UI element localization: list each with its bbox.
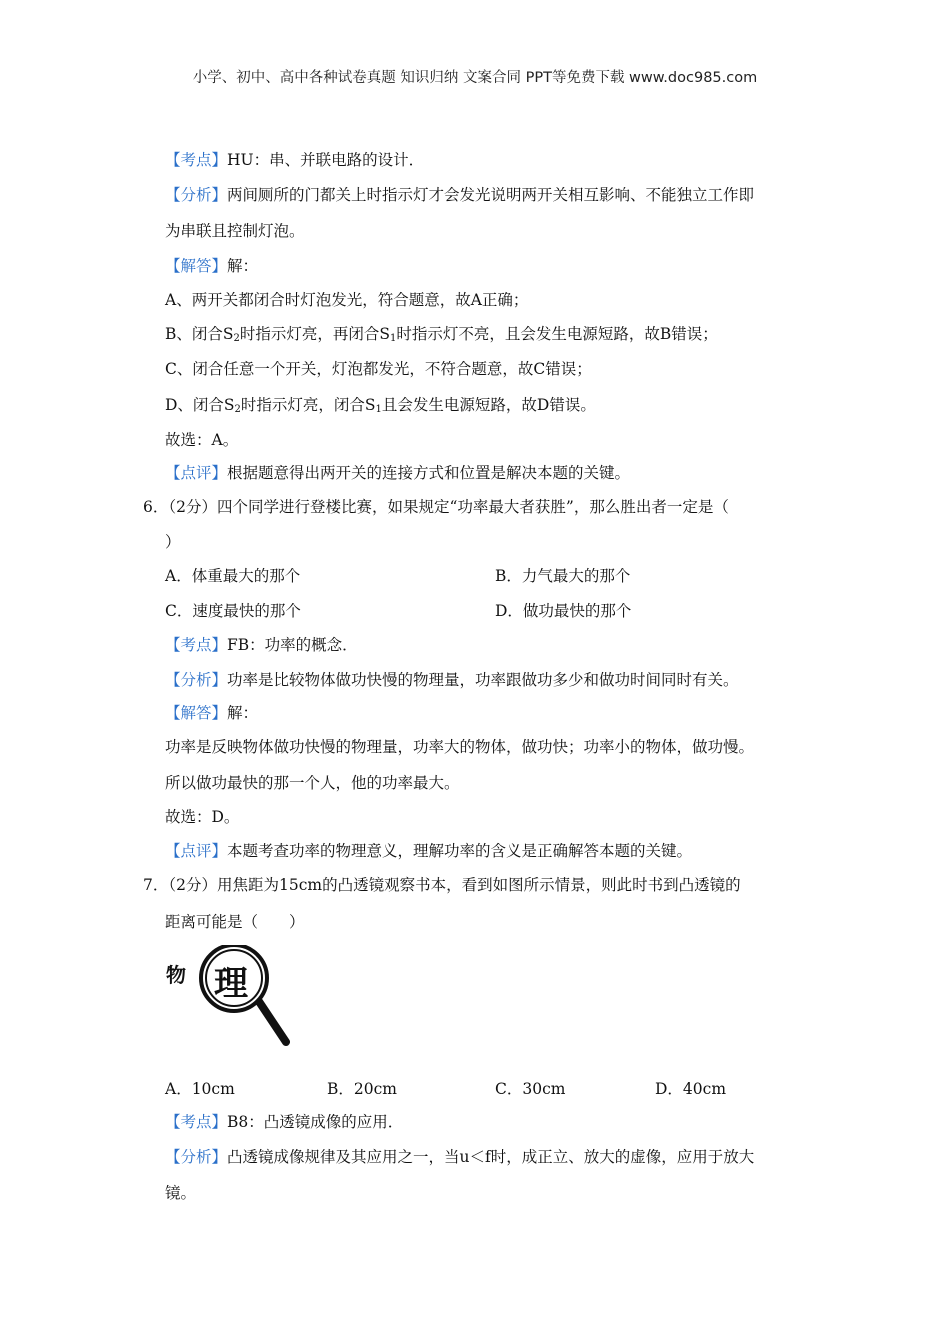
q6-dianping-text: 本题考查功率的物理意义，理解功率的含义是正确解答本题的关键。 xyxy=(227,842,693,860)
dianping-tag: 【点评】 xyxy=(165,842,228,860)
fenxi-tag: 【分析】 xyxy=(165,1148,228,1166)
kaodian-tag: 【考点】 xyxy=(165,1113,228,1131)
q7-fenxi-text-2: 镜。 xyxy=(165,1184,197,1202)
q5-b-sub1: 2 xyxy=(233,333,240,344)
q5-b-part2: 时指示灯亮，再闭合S xyxy=(239,325,391,343)
q5-d-part1: D、闭合S xyxy=(165,396,235,414)
q6-number: 6． xyxy=(143,498,169,516)
q7-stem-text-1: （2分）用焦距为15cm的凸透镜观察书本，看到如图所示情景，则此时书到凸透镜的 xyxy=(168,876,741,894)
q7-kaodian xyxy=(165,1110,403,1132)
q7-kaodian-text: B8：凸透镜成像的应用． xyxy=(227,1113,404,1131)
q5-d-sub2: 1 xyxy=(375,404,382,415)
kaodian-tag: 【考点】 xyxy=(165,151,228,169)
q6-stem-text-2: ） xyxy=(165,533,181,551)
kaodian-tag: 【考点】 xyxy=(165,636,228,654)
jieda-tag: 【解答】 xyxy=(165,704,228,722)
figure-small-character: 物 xyxy=(166,963,186,987)
q6-jieda-text: 解： xyxy=(227,704,259,722)
q5-d-sub1: 2 xyxy=(234,404,241,415)
q5-jieda-text: 解： xyxy=(227,257,259,275)
figure-magnified-character: 理 xyxy=(214,964,248,1004)
q5-b-sub2: 1 xyxy=(390,333,397,344)
q6-option-a: A．体重最大的那个 xyxy=(165,567,301,585)
q6-option-c: C．速度最快的那个 xyxy=(165,602,301,620)
q7-option-b: B．20cm xyxy=(327,1080,397,1098)
q6-stem xyxy=(143,495,729,517)
q5-fenxi-text-1: 两间厕所的门都关上时指示灯才会发光说明两开关相互影响、不能独立工作即 xyxy=(227,186,755,204)
q5-b-part1: B、闭合S xyxy=(165,325,234,343)
q5-answer: 故选：A。 xyxy=(165,431,239,449)
q6-fenxi-text: 功率是比较物体做功快慢的物理量，功率跟做功多少和做功时间同时有关。 xyxy=(227,671,739,689)
dianping-tag: 【点评】 xyxy=(165,464,228,482)
page-header: 小学、初中、高中各种试卷真题 知识归纳 文案合同 PPT等免费下载 www.doc985.com xyxy=(192,70,758,86)
q5-kaodian-text: HU：串、并联电路的设计． xyxy=(227,151,425,169)
q5-dianping-text: 根据题意得出两开关的连接方式和位置是解决本题的关键。 xyxy=(227,464,631,482)
q7-option-d: D．40cm xyxy=(655,1080,727,1098)
q6-kaodian-text: FB：功率的概念． xyxy=(227,636,358,654)
q7-stem-text-2: 距离可能是（ ） xyxy=(165,913,305,931)
fenxi-tag: 【分析】 xyxy=(165,186,228,204)
q5-option-a-analysis: A、两开关都闭合时灯泡发光，符合题意，故A正确； xyxy=(165,291,529,309)
q7-fenxi xyxy=(165,1145,754,1167)
q5-fenxi xyxy=(165,183,754,205)
q7-number: 7． xyxy=(143,876,169,894)
q7-stem xyxy=(143,873,741,895)
q6-answer: 故选：D。 xyxy=(165,808,240,826)
q6-option-b: B．力气最大的那个 xyxy=(495,567,631,585)
q6-stem-text-1: （2分）四个同学进行登楼比赛，如果规定“功率最大者获胜”，那么胜出者一定是（ xyxy=(168,498,729,516)
q5-option-c-analysis: C、闭合任意一个开关，灯泡都发光，不符合题意，故C错误； xyxy=(165,360,592,378)
q5-d-part2: 时指示灯亮，闭合S xyxy=(240,396,376,414)
q5-option-d-analysis xyxy=(165,393,596,415)
q6-fenxi xyxy=(165,668,739,690)
q5-fenxi-text-2: 为串联且控制灯泡。 xyxy=(165,222,305,240)
q7-fenxi-text-1: 凸透镜成像规律及其应用之一，当u＜f时，成正立、放大的虚像，应用于放大 xyxy=(227,1148,755,1166)
q7-option-a: A．10cm xyxy=(165,1080,235,1098)
q6-option-d: D．做功最快的那个 xyxy=(495,602,632,620)
q5-d-part3: 且会发生电源短路，故D错误。 xyxy=(381,396,596,414)
q6-explanation-1: 功率是反映物体做功快慢的物理量，功率大的物体，做功快；功率小的物体，做功慢。 xyxy=(165,738,755,756)
q6-jieda xyxy=(165,701,258,723)
fenxi-tag: 【分析】 xyxy=(165,671,228,689)
jieda-tag: 【解答】 xyxy=(165,257,228,275)
q6-explanation-2: 所以做功最快的那一个人，他的功率最大。 xyxy=(165,774,460,792)
q5-b-part3: 时指示灯不亮，且会发生电源短路，故B错误； xyxy=(396,325,718,343)
q6-dianping xyxy=(165,839,692,861)
q5-jieda xyxy=(165,254,258,276)
q6-kaodian xyxy=(165,633,358,655)
q5-kaodian xyxy=(165,148,424,170)
q5-dianping xyxy=(165,461,630,483)
q7-option-c: C．30cm xyxy=(495,1080,566,1098)
magnifier-figure xyxy=(166,945,296,1050)
q5-option-b-analysis xyxy=(165,322,718,344)
